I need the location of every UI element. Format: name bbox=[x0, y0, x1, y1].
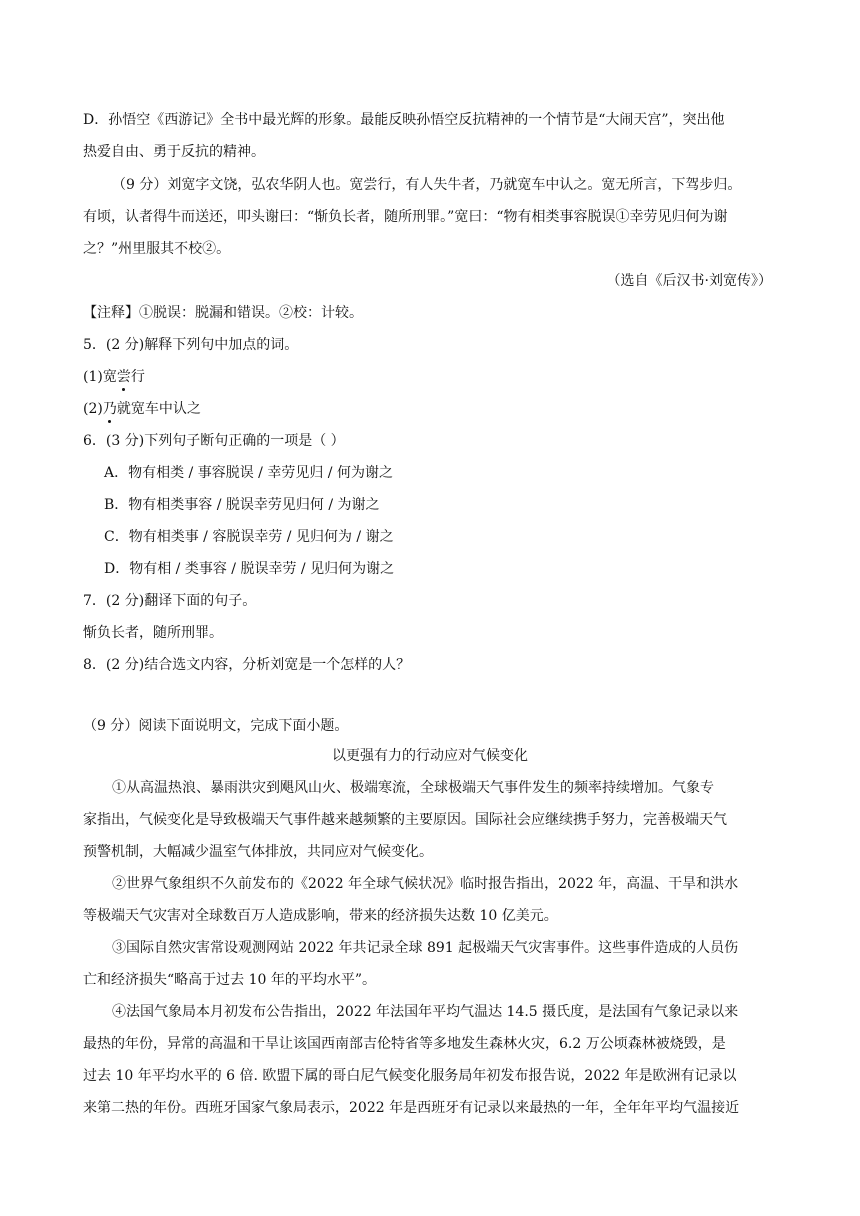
q5-2-suffix: 就宽车中认之 bbox=[116, 401, 201, 417]
question-5: 5．(2 分)解释下列句中加点的词。 bbox=[83, 337, 299, 353]
passage-1-line-3: 之？”州里服其不校②。 bbox=[83, 241, 231, 257]
passage-1-note: 【注释】①脱误：脱漏和错误。②校：计较。 bbox=[83, 305, 363, 321]
question-5-item-1 bbox=[83, 367, 145, 387]
q5-1-prefix: (1)宽 bbox=[83, 369, 117, 385]
article-para-4-line-4: 来第二热的年份。西班牙国家气象局表示，2022 年是西班牙有记录以来最热的一年，全年年平均气温接近 bbox=[83, 1100, 740, 1116]
passage-1-source: （选自《后汉书·刘宽传》） bbox=[606, 273, 772, 289]
article-para-3-line-1: ③国际自然灾害常设观测网站 2022 年共记录全球 891 起极端天气灾害事件。这些事件造成的人员伤 bbox=[112, 940, 739, 956]
article-para-2-line-1: ②世界气象组织不久前发布的《2022 年全球气候状况》临时报告指出，2022 年，高温、干旱和洪水 bbox=[112, 876, 739, 892]
passage-1-line-2: 有顷，认者得牛而送还，叩头谢曰：“惭负长者，随所刑罪。”宽曰：“物有相类事容脱误①幸劳见归何为谢 bbox=[83, 209, 728, 225]
article-para-1-line-1: ①从高温热浪、暴雨洪灾到飓风山火、极端寒流，全球极端天气事件发生的频率持续增加。气象专 bbox=[112, 780, 714, 796]
article-para-4-line-1: ④法国气象局本月初发布公告指出，2022 年法国年平均气温达 14.5 摄氏度，是法国有气象记录以来 bbox=[112, 1004, 739, 1020]
question-7-sentence: 惭负长者，随所刑罪。 bbox=[83, 625, 223, 641]
question-8: 8．(2 分)结合选文内容，分析刘宽是一个怎样的人？ bbox=[83, 657, 411, 673]
q5-2-dotted-word: 乃 bbox=[102, 401, 117, 417]
passage-1-line-1: （9 分）刘宽字文饶，弘农华阴人也。宽尝行，有人失牛者，乃就宽车中认之。宽无所言，下驾步归。 bbox=[112, 177, 742, 193]
question-6-option-c: C．物有相类事 / 容脱误幸劳 / 见归何为 / 谢之 bbox=[104, 529, 394, 545]
passage-2-title: 以更强有力的行动应对气候变化 bbox=[332, 748, 528, 764]
q5-1-suffix: 行 bbox=[130, 369, 145, 385]
article-para-4-line-3: 过去 10 年平均水平的 6 倍. 欧盟下属的哥白尼气候变化服务局年初发布报告说，2022 年是欧洲有记录以 bbox=[83, 1068, 737, 1084]
article-para-3-line-2: 亡和经济损失“略高于过去 10 年的平均水平”。 bbox=[83, 972, 377, 988]
question-6: 6．(3 分)下列句子断句正确的一项是（ ） bbox=[83, 433, 345, 449]
question-5-item-2 bbox=[83, 399, 201, 419]
passage-2-intro: （9 分）阅读下面说明文，完成下面小题。 bbox=[83, 718, 349, 734]
question-6-option-d: D．物有相 / 类事容 / 脱误幸劳 / 见归何为谢之 bbox=[104, 561, 395, 577]
article-para-1-line-3: 预警机制，大幅减少温室气体排放，共同应对气候变化。 bbox=[83, 844, 433, 860]
question-6-option-b: B．物有相类事容 / 脱误幸劳见归何 / 为谢之 bbox=[104, 497, 380, 513]
option-d-line-1: D．孙悟空《西游记》全书中最光辉的形象。最能反映孙悟空反抗精神的一个情节是“大闹天宫”，突出他 bbox=[83, 112, 725, 128]
article-para-4-line-2: 最热的年份，异常的高温和干旱让该国西南部吉伦特省等多地发生森林火灾，6.2 万公顷森林被烧毁，是 bbox=[83, 1036, 726, 1052]
option-d-line-2: 热爱自由、勇于反抗的精神。 bbox=[83, 144, 265, 160]
question-6-option-a: A．物有相类 / 事容脱误 / 幸劳见归 / 何为谢之 bbox=[104, 465, 393, 481]
q5-1-dotted-word: 尝 bbox=[116, 369, 131, 385]
q5-2-prefix: (2) bbox=[83, 401, 103, 417]
question-7: 7．(2 分)翻译下面的句子。 bbox=[83, 593, 257, 609]
article-para-2-line-2: 等极端天气灾害对全球数百万人造成影响，带来的经济损失达数 10 亿美元。 bbox=[83, 908, 558, 924]
article-para-1-line-2: 家指出，气候变化是导致极端天气事件越来越频繁的主要原因。国际社会应继续携手努力，完善极端天气 bbox=[83, 812, 727, 828]
